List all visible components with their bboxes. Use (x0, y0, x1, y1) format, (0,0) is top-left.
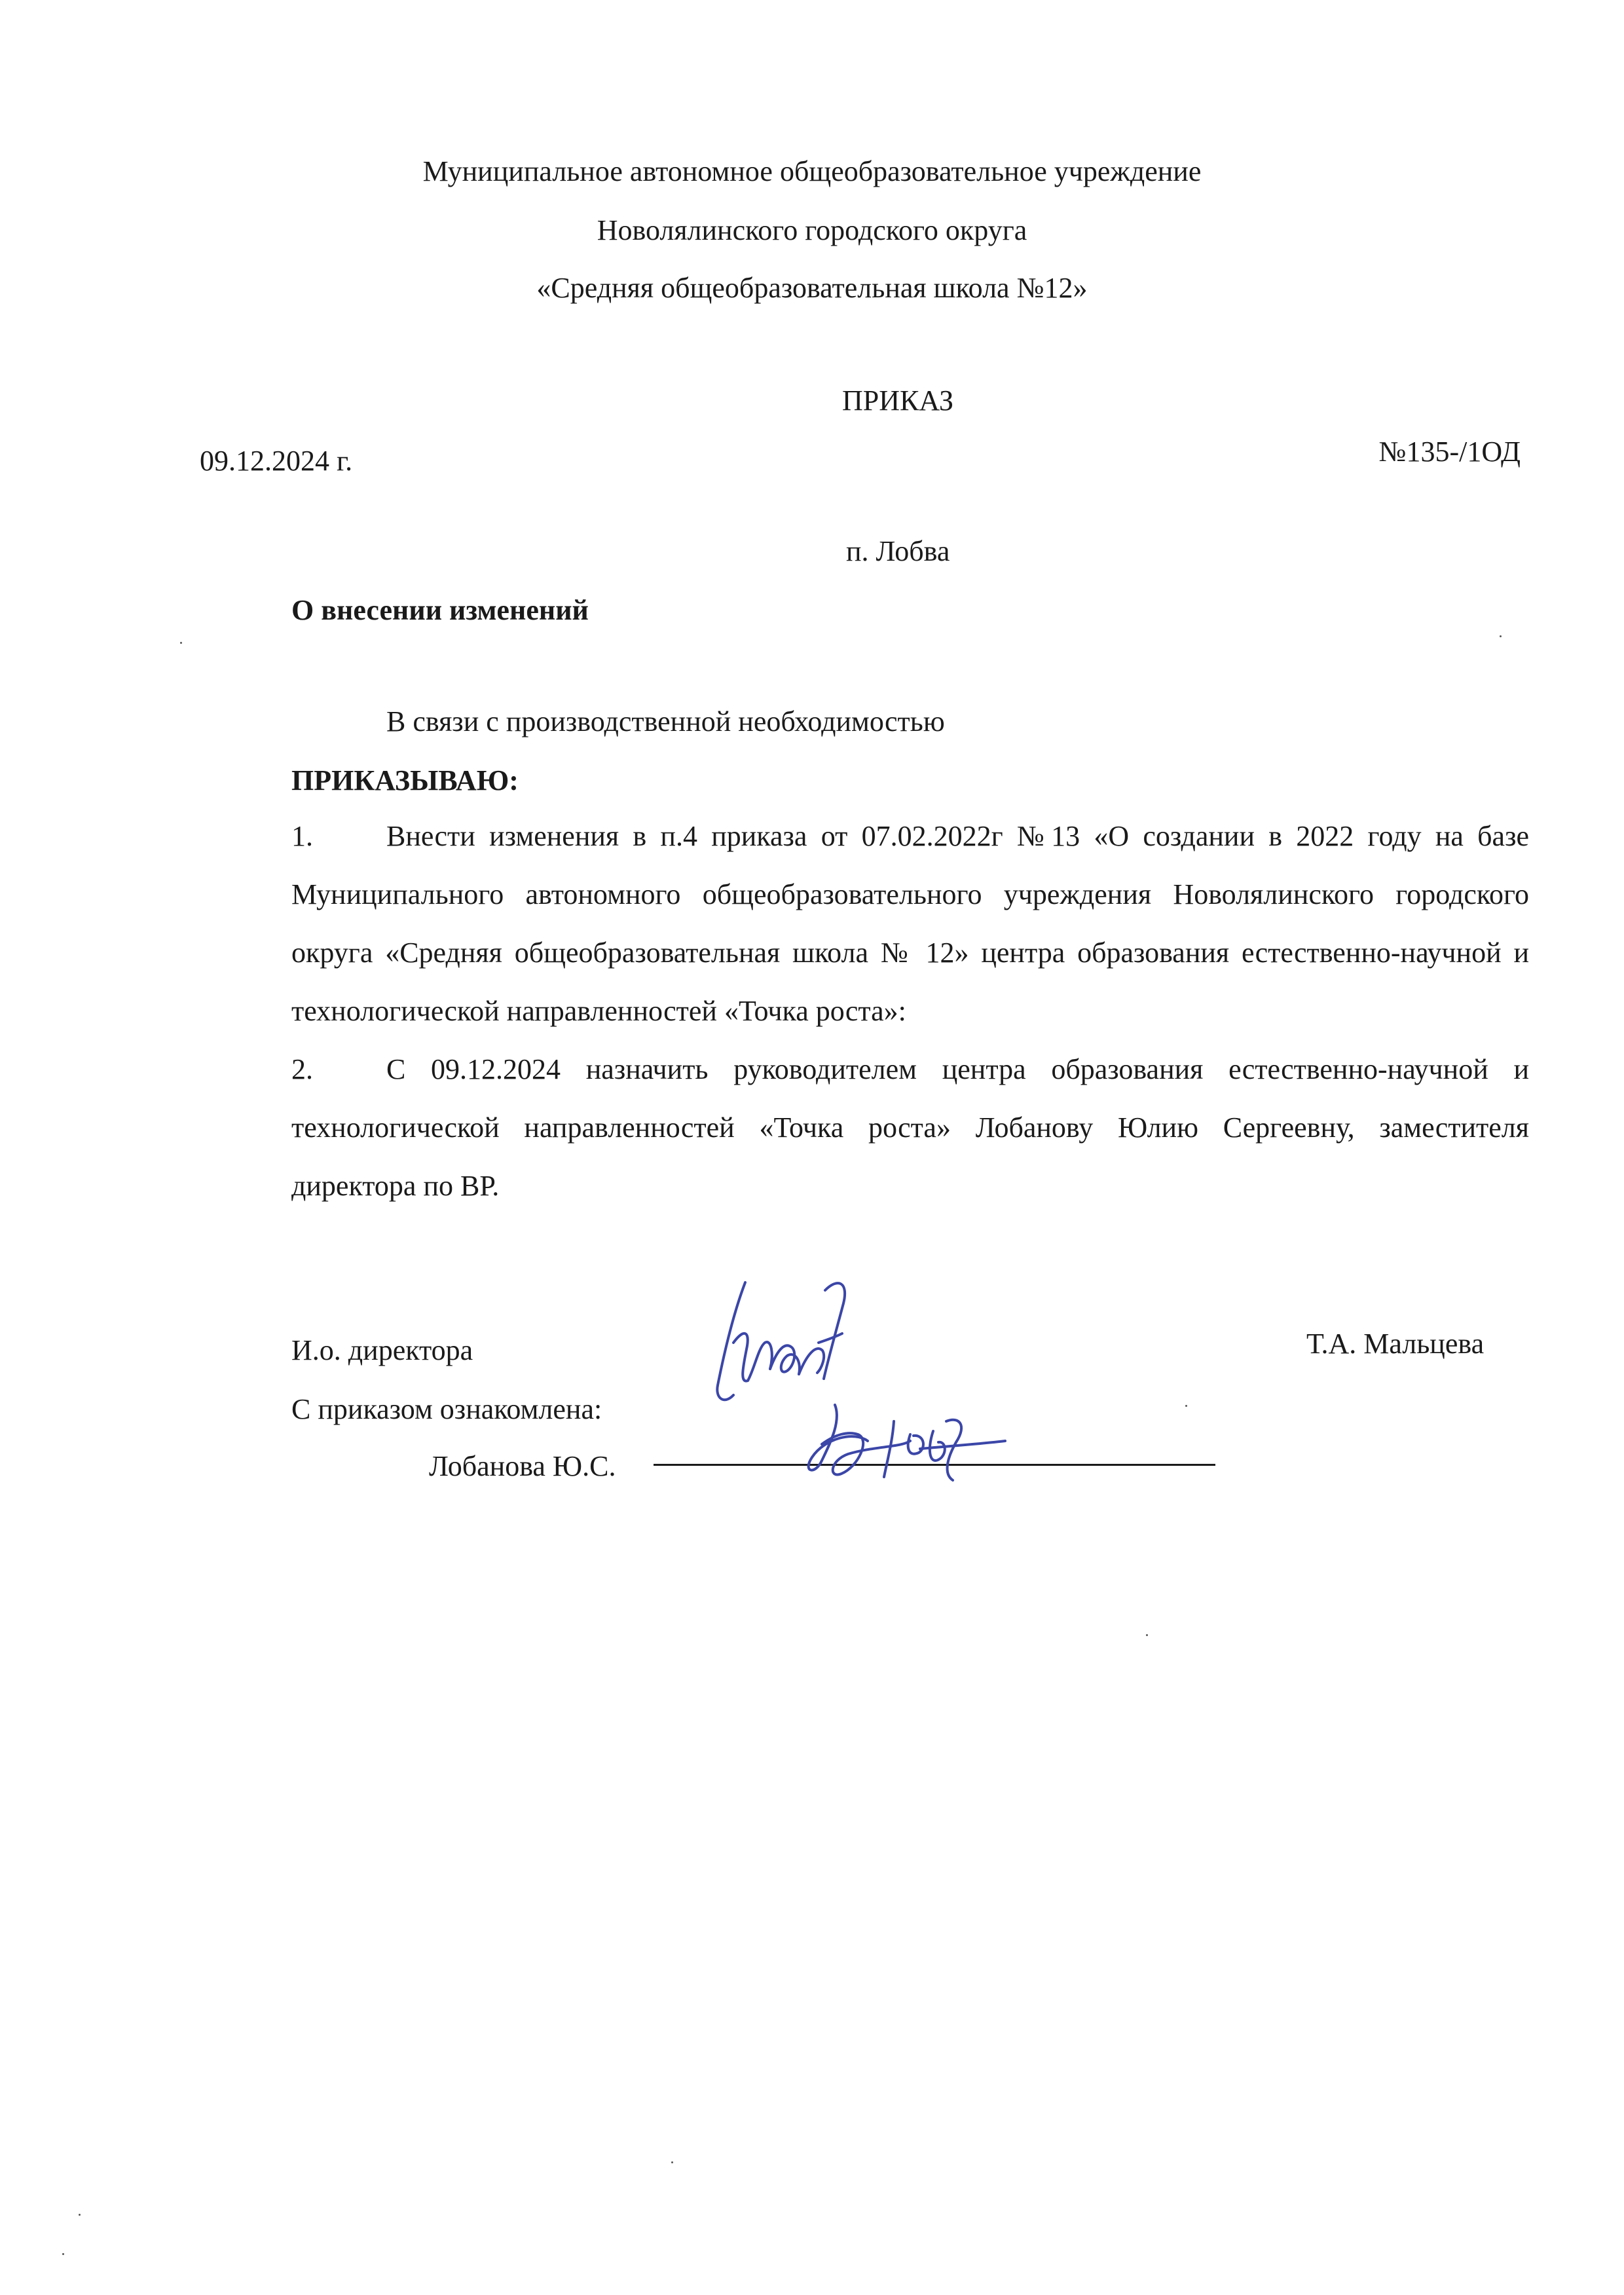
order-place: п. Лобва (846, 535, 950, 567)
order-item-1 (291, 807, 1529, 1040)
scan-speck (62, 2253, 64, 2255)
scan-speck (671, 2161, 673, 2163)
order-subject: О внесении изменений (291, 594, 589, 626)
scan-speck (79, 2214, 81, 2216)
acknowledged-name: Лобанова Ю.С. (429, 1450, 616, 1482)
order-title: ПРИКАЗ (842, 384, 954, 417)
order-item-text: Внести изменения в п.4 приказа от 07.02.2022г №13 «О создании в 2022 году на базе Муниципального автономного общеобразовательного учреждения Новолялинского городского округа «Средняя общеобразовательная школа № 12» центра образования естественно-научной и технологической направленностей «Точка роста»: (291, 820, 1529, 1027)
order-date: 09.12.2024 г. (200, 445, 353, 477)
scan-speck (1185, 1405, 1187, 1407)
org-name-line-1: Муниципальное автономное общеобразовательное учреждение (422, 155, 1202, 187)
org-name-line-3: «Средняя общеобразовательная школа №12» (536, 272, 1088, 304)
org-name-line-2: Новолялинского городского округа (597, 214, 1027, 246)
order-item-text: С 09.12.2024 назначить руководителем центра образования естественно-научной и технологической направленностей «Точка роста» Лобанову Юлию Сергеевну, заместителя директора по ВР. (291, 1053, 1529, 1202)
scan-speck (1500, 635, 1502, 637)
scan-speck (1146, 1634, 1148, 1636)
order-item-number: 1. (291, 820, 313, 852)
intro-text: В связи с производственной необходимостью (386, 705, 945, 737)
order-item-2 (291, 1040, 1529, 1215)
acknowledged-label: С приказом ознакомлена: (291, 1393, 602, 1425)
command-word: ПРИКАЗЫВАЮ: (291, 764, 519, 796)
order-item-number: 2. (291, 1053, 313, 1085)
director-title: И.о. директора (291, 1334, 473, 1366)
order-number: №135-/1ОД (1378, 436, 1521, 468)
acknowledged-signature-icon (796, 1395, 1012, 1506)
director-name: Т.А. Мальцева (1306, 1328, 1485, 1360)
scan-speck (180, 642, 182, 644)
